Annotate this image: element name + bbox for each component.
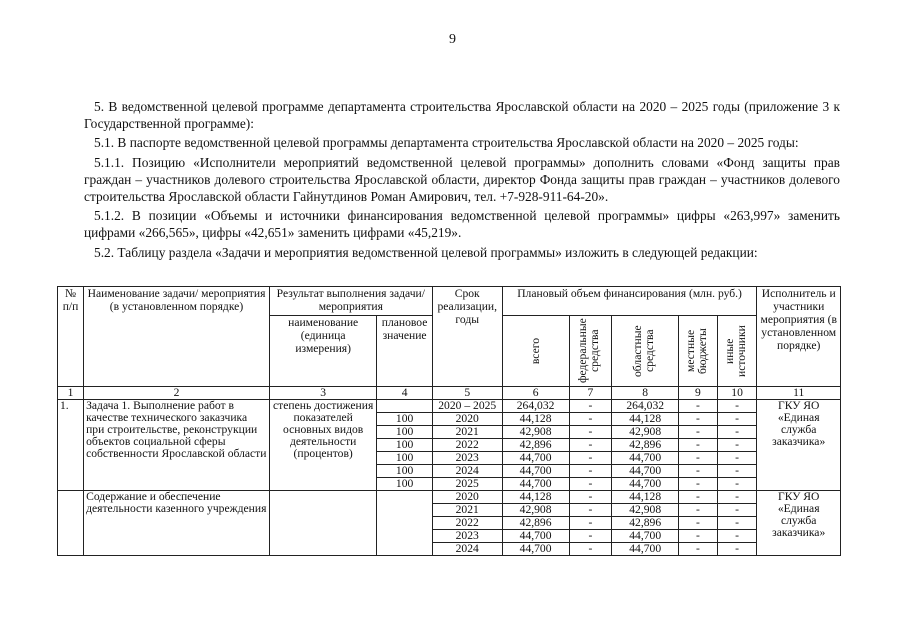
fin-regional: 264,032 xyxy=(612,400,679,413)
fin-local: - xyxy=(679,543,718,556)
header-row-1 xyxy=(58,287,841,316)
column-number: 1 xyxy=(58,387,84,400)
fin-total: 44,700 xyxy=(502,543,569,556)
header-fin-total: всего xyxy=(528,337,542,365)
year: 2023 xyxy=(432,530,502,543)
activity-executor: ГКУ ЯО «Единая служба заказчика» xyxy=(757,491,841,556)
fin-total: 42,908 xyxy=(502,426,569,439)
header-fin-regional: областные средства xyxy=(631,325,657,377)
fin-federal: - xyxy=(569,517,612,530)
paragraph-5-1-1: 5.1.1. Позицию «Исполнители мероприятий ведомственной целевой программы» дополнить словами «Фонд защиты прав граждан – участников долевого строительства Ярославской области, директор Фонда защиты прав граждан – участников долевого строительства Ярославской области Гайнутдинов Роман Амирович, тел. +7-928-911-64-20». xyxy=(84,154,840,205)
activity-name: Содержание и обеспечение деятельности казенного учреждения xyxy=(84,491,270,556)
fin-total: 42,896 xyxy=(502,517,569,530)
year: 2021 xyxy=(432,426,502,439)
header-fin-other: иные источники xyxy=(723,325,749,377)
task1-name: Задача 1. Выполнение работ в качестве технического заказчика при строительстве, реконструкции объектов социальной сферы собственности Ярославской области xyxy=(84,400,270,491)
fin-total: 44,700 xyxy=(502,465,569,478)
fin-regional: 42,896 xyxy=(612,439,679,452)
header-result-value: плановое значение xyxy=(377,316,432,387)
fin-total: 44,700 xyxy=(502,530,569,543)
fin-local: - xyxy=(679,413,718,426)
fin-regional: 42,908 xyxy=(612,504,679,517)
column-number: 10 xyxy=(717,387,757,400)
header-result-name: наименование (единица измерения) xyxy=(269,316,377,387)
task1-executor: ГКУ ЯО «Единая служба заказчика» xyxy=(757,400,841,491)
fin-federal: - xyxy=(569,543,612,556)
fin-regional: 42,896 xyxy=(612,517,679,530)
fin-other: - xyxy=(717,517,757,530)
fin-total: 44,700 xyxy=(502,452,569,465)
fin-local: - xyxy=(679,478,718,491)
year: 2022 xyxy=(432,517,502,530)
fin-federal: - xyxy=(569,452,612,465)
fin-federal: - xyxy=(569,400,612,413)
result-value xyxy=(377,400,432,413)
fin-total: 42,908 xyxy=(502,504,569,517)
column-number: 5 xyxy=(432,387,502,400)
fin-regional: 44,128 xyxy=(612,491,679,504)
year: 2024 xyxy=(432,465,502,478)
tasks-table xyxy=(57,286,841,556)
column-number: 3 xyxy=(269,387,377,400)
year: 2020 – 2025 xyxy=(432,400,502,413)
fin-other: - xyxy=(717,530,757,543)
page-number: 9 xyxy=(449,32,456,47)
task1-result-name: степень достижения показателей основных видов деятельности (процентов) xyxy=(269,400,377,491)
fin-federal: - xyxy=(569,465,612,478)
fin-local: - xyxy=(679,465,718,478)
fin-federal: - xyxy=(569,426,612,439)
fin-total: 44,128 xyxy=(502,491,569,504)
fin-federal: - xyxy=(569,413,612,426)
header-financing: Плановый объем финансирования (млн. руб.) xyxy=(502,287,757,316)
fin-total: 264,032 xyxy=(502,400,569,413)
result-value: 100 xyxy=(377,426,432,439)
fin-other: - xyxy=(717,491,757,504)
column-number: 8 xyxy=(612,387,679,400)
fin-regional: 44,128 xyxy=(612,413,679,426)
fin-regional: 44,700 xyxy=(612,530,679,543)
fin-other: - xyxy=(717,400,757,413)
header-result: Результат выполнения задачи/ мероприятия xyxy=(269,287,432,316)
header-task: Наименование задачи/ мероприятия (в установленном порядке) xyxy=(84,287,270,387)
column-number: 2 xyxy=(84,387,270,400)
year: 2020 xyxy=(432,491,502,504)
column-number: 4 xyxy=(377,387,432,400)
result-value: 100 xyxy=(377,478,432,491)
fin-total: 44,700 xyxy=(502,478,569,491)
fin-regional: 44,700 xyxy=(612,465,679,478)
fin-regional: 44,700 xyxy=(612,543,679,556)
fin-local: - xyxy=(679,452,718,465)
fin-local: - xyxy=(679,504,718,517)
header-fin-local: местные бюджеты xyxy=(683,328,709,374)
year: 2020 xyxy=(432,413,502,426)
table-row xyxy=(58,400,841,413)
document-body xyxy=(84,98,840,261)
header-executors: Исполнитель и участники мероприятия (в установленном порядке) xyxy=(757,287,841,387)
fin-local: - xyxy=(679,491,718,504)
fin-local: - xyxy=(679,517,718,530)
paragraph-5: 5. В ведомственной целевой программе департамента строительства Ярославской области на 2020 – 2025 годы (приложение 3 к Государственной программе): xyxy=(84,99,840,132)
result-value: 100 xyxy=(377,413,432,426)
fin-total: 44,128 xyxy=(502,413,569,426)
task1-num: 1. xyxy=(58,400,84,491)
fin-other: - xyxy=(717,465,757,478)
fin-other: - xyxy=(717,439,757,452)
fin-federal: - xyxy=(569,504,612,517)
result-value: 100 xyxy=(377,465,432,478)
paragraph-5-2: 5.2. Таблицу раздела «Задачи и мероприятия ведомственной целевой программы» изложить в следующей редакции: xyxy=(94,244,758,260)
fin-local: - xyxy=(679,400,718,413)
fin-total: 42,896 xyxy=(502,439,569,452)
activity-result-value xyxy=(377,491,432,556)
fin-other: - xyxy=(717,543,757,556)
year: 2021 xyxy=(432,504,502,517)
paragraph-5-1: 5.1. В паспорте ведомственной целевой программы департамента строительства Ярославской области на 2020 – 2025 годы: xyxy=(94,135,799,151)
year: 2023 xyxy=(432,452,502,465)
fin-other: - xyxy=(717,504,757,517)
fin-local: - xyxy=(679,426,718,439)
fin-federal: - xyxy=(569,439,612,452)
fin-other: - xyxy=(717,426,757,439)
fin-other: - xyxy=(717,452,757,465)
year: 2024 xyxy=(432,543,502,556)
column-number: 6 xyxy=(502,387,569,400)
year: 2022 xyxy=(432,439,502,452)
header-term: Срок реализации, годы xyxy=(432,287,502,387)
fin-other: - xyxy=(717,413,757,426)
column-numbers-row xyxy=(58,387,841,400)
column-number: 9 xyxy=(679,387,718,400)
column-number: 7 xyxy=(569,387,612,400)
activity-num-cell xyxy=(58,491,84,556)
fin-local: - xyxy=(679,439,718,452)
column-number: 11 xyxy=(757,387,841,400)
activity-result-name xyxy=(269,491,377,556)
fin-federal: - xyxy=(569,491,612,504)
result-value: 100 xyxy=(377,439,432,452)
year: 2025 xyxy=(432,478,502,491)
fin-regional: 44,700 xyxy=(612,478,679,491)
fin-other: - xyxy=(717,478,757,491)
fin-federal: - xyxy=(569,478,612,491)
fin-federal: - xyxy=(569,530,612,543)
fin-regional: 42,908 xyxy=(612,426,679,439)
fin-regional: 44,700 xyxy=(612,452,679,465)
fin-local: - xyxy=(679,530,718,543)
header-num: № п/п xyxy=(58,287,84,387)
table-row xyxy=(58,491,841,504)
header-fin-federal: федеральные средства xyxy=(576,318,602,383)
paragraph-5-1-2: 5.1.2. В позиции «Объемы и источники финансирования ведомственной целевой программы» цифры «263,997» заменить цифрами «266,565», цифры «42,651» заменить цифрами «45,219». xyxy=(84,208,840,241)
result-value: 100 xyxy=(377,452,432,465)
